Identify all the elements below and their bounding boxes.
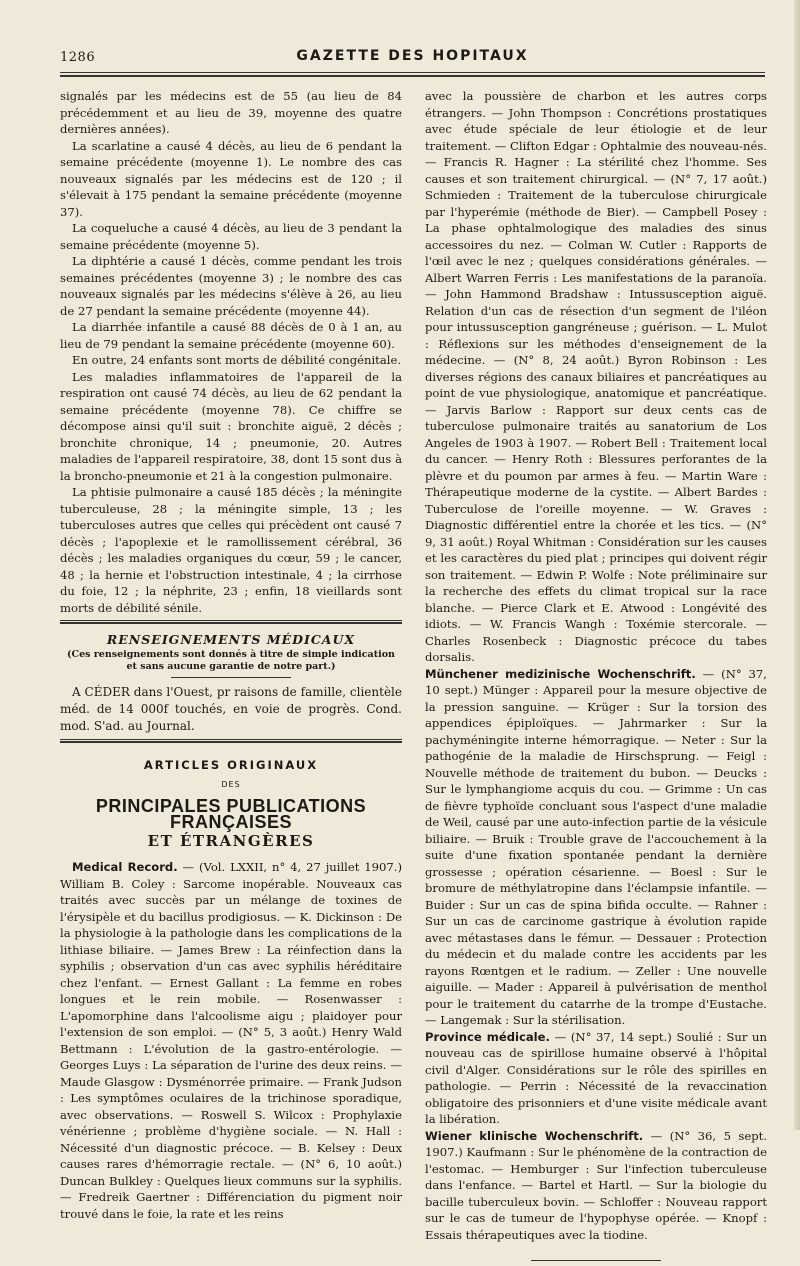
paragraph: Les maladies inflammatoires de l'appareil de la respiration ont causé 74 décès, au lieu de 62 pendant la semaine précédente (moyenne 78). Ce chiffre se décompose ainsi qu'il suit : bronchite aiguë, 2 décès ; bronchite chronique, 14 ; pneumonie, 20. Autres maladies de l'appareil respiratoire, 38, dont 15 sont dus à la broncho-pneumonie et 21 à la congestion pulmonaire. bbox=[60, 369, 402, 483]
journal-text: — (N° 37, 14 sept.) Soulié : Sur un nouveau cas de spirillose humaine observé à l'hôpital civil d'Alger. Considérations sur le rôle des spirilles en pathologie. — Perrin : Nécessité de la revaccination obligatoire des prisonniers et d'une visite médicale avant la libération. bbox=[425, 1029, 767, 1126]
ads-heading: RENSEIGNEMENTS MÉDICAUX bbox=[106, 632, 356, 647]
section-heading-sub: ET ÉTRANGÈRES bbox=[147, 831, 315, 850]
section-divider bbox=[60, 620, 402, 621]
section-heading: ARTICLES ORIGINAUX bbox=[143, 757, 319, 772]
paragraph: En outre, 24 enfants sont morts de débilité congénitale. bbox=[72, 353, 402, 367]
journal-text: — (N° 36, 5 sept. 1907.) Kaufmann : Sur le phénomène de la contraction de l'estomac. — Hemburger : Sur l'infection tuberculeuse dans l'enfance. — Bartel et Hartl. — Sur la biologie du bacille tuberculeux bovin. — Schloffer : Nouveau rapport sur le cas de tumeur de l'hypophyse opérée. — Knopf : Essais thérapeutiques avec la tiodine. bbox=[425, 1128, 768, 1242]
paragraph: signalés par les médecins est de 55 (au lieu de 84 précédemment et au lieu de 39, moyenne des quatre dernières années). bbox=[60, 89, 402, 136]
page-header bbox=[60, 48, 765, 70]
section-heading-connector: DES bbox=[221, 780, 241, 789]
ads-subtitle: (Ces renseignements sont donnés à titre de simple indication bbox=[67, 648, 395, 660]
header-rule-thick bbox=[60, 75, 765, 77]
paragraph: La phtisie pulmonaire a causé 185 décès ; la méningite tuberculeuse, 28 ; la méningite simple, 13 ; les tuberculoses autres que celles qui précèdent ont causé 7 décès ; l'apoplexie et le ramollissement cérébral, 36 décès ; les maladies organiques du cœur, 59 ; le cancer, 48 ; la hernie et l'obstruction intestinale, 4 ; la cirrhose du foie, 12 ; la néphrite, 23 ; enfin, 18 vieillards sont morts de débilité sénile. bbox=[60, 485, 402, 615]
left-column bbox=[60, 88, 402, 1222]
journal-name: Province médicale. bbox=[425, 1029, 550, 1044]
paragraph: avec la poussière de charbon et les autres corps étrangers. — John Thompson : Concrétions prostatiques avec étude spéciale de leur étiologie et de leur traitement. — Clifton Edgar : Ophtalmie des nouveau-nés. — Francis R. Hagner : La stérilité chez l'homme. Ses causes et son traitement chirurgical. — (N° 7, 17 août.) Schmieden : Traitement de la tuberculose chirurgicale par l'hyperémie (méthode de Bier). — Campbell Posey : La phase ophtalmologique des maladies des sinus accessoires du nez. — Colman W. Cutler : Rapports de l'œil avec le nez ; quelques considérations générales. — Albert Warren Ferris : Les manifestations de la paranoïa. — John Hammond Bradshaw : Intussusception aiguë. Relation d'un cas de résection d'un segment de l'iléon pour intussusception gangréneuse ; guérison. — L. Mulot : Réflexions sur les méthodes d'enseignement de la médecine. — (N° 8, 24 août.) Byron Robinson : Les diverses régions des canaux biliaires et pancréatiques au point de vue physiologique, anatomique et pancréatique. — Jarvis Barlow : Rapport sur deux cents cas de tuberculose pulmonaire traités au sanatorium de Los Angeles de 1903 à 1907. — Robert Bell : Traitement local du cancer. — Henry Roth : Blessures perforantes de la plèvre et du poumon par armes à feu. — Martin Ware : Thérapeutique moderne de la cystite. — Albert Bardes : Tuberculose de l'oreille moyenne. — W. Graves : Diagnostic différentiel entre la chorée et les tics. — (N° 9, 31 août.) Royal Whitman : Considération sur les causes et les caractères du pied plat ; principes qui doivent régir son traitement. — Edwin P. Wolfe : Note préliminaire sur la recherche des effets du climat tropical sur la race blanche. — Pierce Clark et E. Atwood : Longévité des idiots. — W. Francis Wangh : Toxémie stercorale. — Charles Rosenbeck : Diagnostic précoce du tabes dorsalis. bbox=[425, 89, 767, 664]
paragraph: La scarlatine a causé 4 décès, au lieu de 6 pendant la semaine précédente (moyenne 1). Le nombre des cas nouveaux signalés par les médecins est de 120 ; il s'élevait à 175 pendant la semaine précédente (moyenne 37). bbox=[60, 138, 402, 219]
journal-name: Münchener medizinische Wochenschrift. bbox=[425, 666, 696, 681]
page-number: 1286 bbox=[60, 50, 96, 65]
journal-name: Medical Record. bbox=[72, 860, 178, 874]
journal-entry bbox=[60, 859, 402, 1222]
journal-entry bbox=[425, 1029, 767, 1128]
journal-title: GAZETTE DES HOPITAUX bbox=[296, 48, 529, 64]
paragraph: La diphtérie a causé 1 décès, comme pendant les trois semaines précédentes (moyenne 3) ; le nombre des cas nouveaux signalés par les médecins s'élève à 26, au lieu de 27 pendant la semaine précédente (moyenne 44). bbox=[60, 254, 402, 318]
section-heading-main: PRINCIPALES PUBLICATIONS FRANÇAISES bbox=[95, 795, 367, 832]
section-divider bbox=[60, 739, 402, 740]
header-rule bbox=[60, 72, 765, 73]
ads-subtitle: et sans aucune garantie de notre part.) bbox=[126, 660, 336, 672]
classified-ad: A CÉDER dans l'Ouest, pr raisons de famille, clientèle méd. de 14 000f touchés, en voie de progrès. Cond. mod. S'ad. au Journal. bbox=[60, 684, 402, 733]
ads-rule bbox=[171, 677, 291, 678]
journal-text: — (N° 37, 10 sept.) Münger : Appareil pour la mesure objective de la pression sanguine. — Krüger : Sur la torsion des appendices épiploïques. — Jahrmarker : Sur la pachyméningite interne hémorragique. — Neter : Sur la pathogénie de la maladie de Hirschsprung. — Feigl : Nouvelle méthode de traitement du bubon. — Deucks : Sur le lymphangiome acquis du cou. — Grimme : Un cas de fièvre typhoïde concluant sous l'aspect d'une maladie de Weil, causé par une auto-infection partie de la vésicule biliaire. — Bruik : Trouble grave de l'accouchement à la suite d'une fixation spontanée pendant la dernière grossesse ; opération césarienne. — Boesl : Sur le bromure de méthylatropine dans l'éclampsie infantile. — Buider : Sur un cas de spina bifida occulte. — Rahner : Sur un cas de carcinome gastrique à évolution rapide avec métastases dans le fémur. — Dessauer : Protection du médecin et du malade contre les accidents par les rayons Rœntgen et le radium. — Zeller : Une nouvelle aiguille. — Mader : Appareil à pulvérisation de menthol pour le traitement du catarrhe de la trompe d'Eustache. — Langemak : Sur la stérilisation. bbox=[425, 666, 767, 1027]
right-column bbox=[425, 88, 767, 1266]
journal-name: Wiener klinische Wochenschrift. bbox=[425, 1128, 644, 1143]
journal-text: — (Vol. LXXII, n° 4, 27 juillet 1907.) William B. Coley : Sarcome inopérable. Nouveaux cas traités avec succès par un mélange de toxines de l'érysipèle et du bacillus prodigiosus. — K. Dickinson : De la physiologie à la pathologie dans les complications de la lithiase biliaire. — James Brew : La réinfection dans la syphilis ; observation d'un cas avec syphilis héréditaire chez l'enfant. — Ernest Gallant : La femme en robes longues et le rein mobile. — Rosenwasser : L'apomorphine dans l'alcoolisme aigu ; plaidoyer pour l'extension de son emploi. — (N° 5, 3 août.) Henry Wald Bettmann : L'évolution de la gastro-entérologie. — Georges Luys : La séparation de l'urine des deux reins. — Maude Glasgow : Dysménorrée primaire. — Frank Judson : Les symptômes oculaires de la trichinose sporadique, avec observations. — Roswell S. Wilcox : Prophylaxie vénérienne ; problème d'hygiène sociale. — N. Hall : Nécessité d'un diagnostic précoce. — B. Kelsey : Deux causes rares d'hémorragie rectale. — (N° 6, 10 août.) Duncan Bulkley : Quelques lieux communs sur la syphilis. — Fredreik Gaertner : Différenciation du pigment noir trouvé dans le foie, la rate et les reins bbox=[60, 860, 402, 1221]
section-divider bbox=[60, 741, 402, 743]
paragraph: La coqueluche a causé 4 décès, au lieu de 3 pendant la semaine précédente (moyenne 5). bbox=[60, 221, 402, 252]
journal-entry bbox=[425, 1128, 767, 1244]
paragraph: La diarrhée infantile a causé 88 décès de 0 à 1 an, au lieu de 79 pendant la semaine précédente (moyenne 60). bbox=[60, 320, 402, 351]
journal-entry bbox=[425, 666, 767, 1029]
end-ornament bbox=[425, 1249, 767, 1266]
section-divider bbox=[60, 622, 402, 624]
page-fold-shadow bbox=[794, 0, 800, 1130]
